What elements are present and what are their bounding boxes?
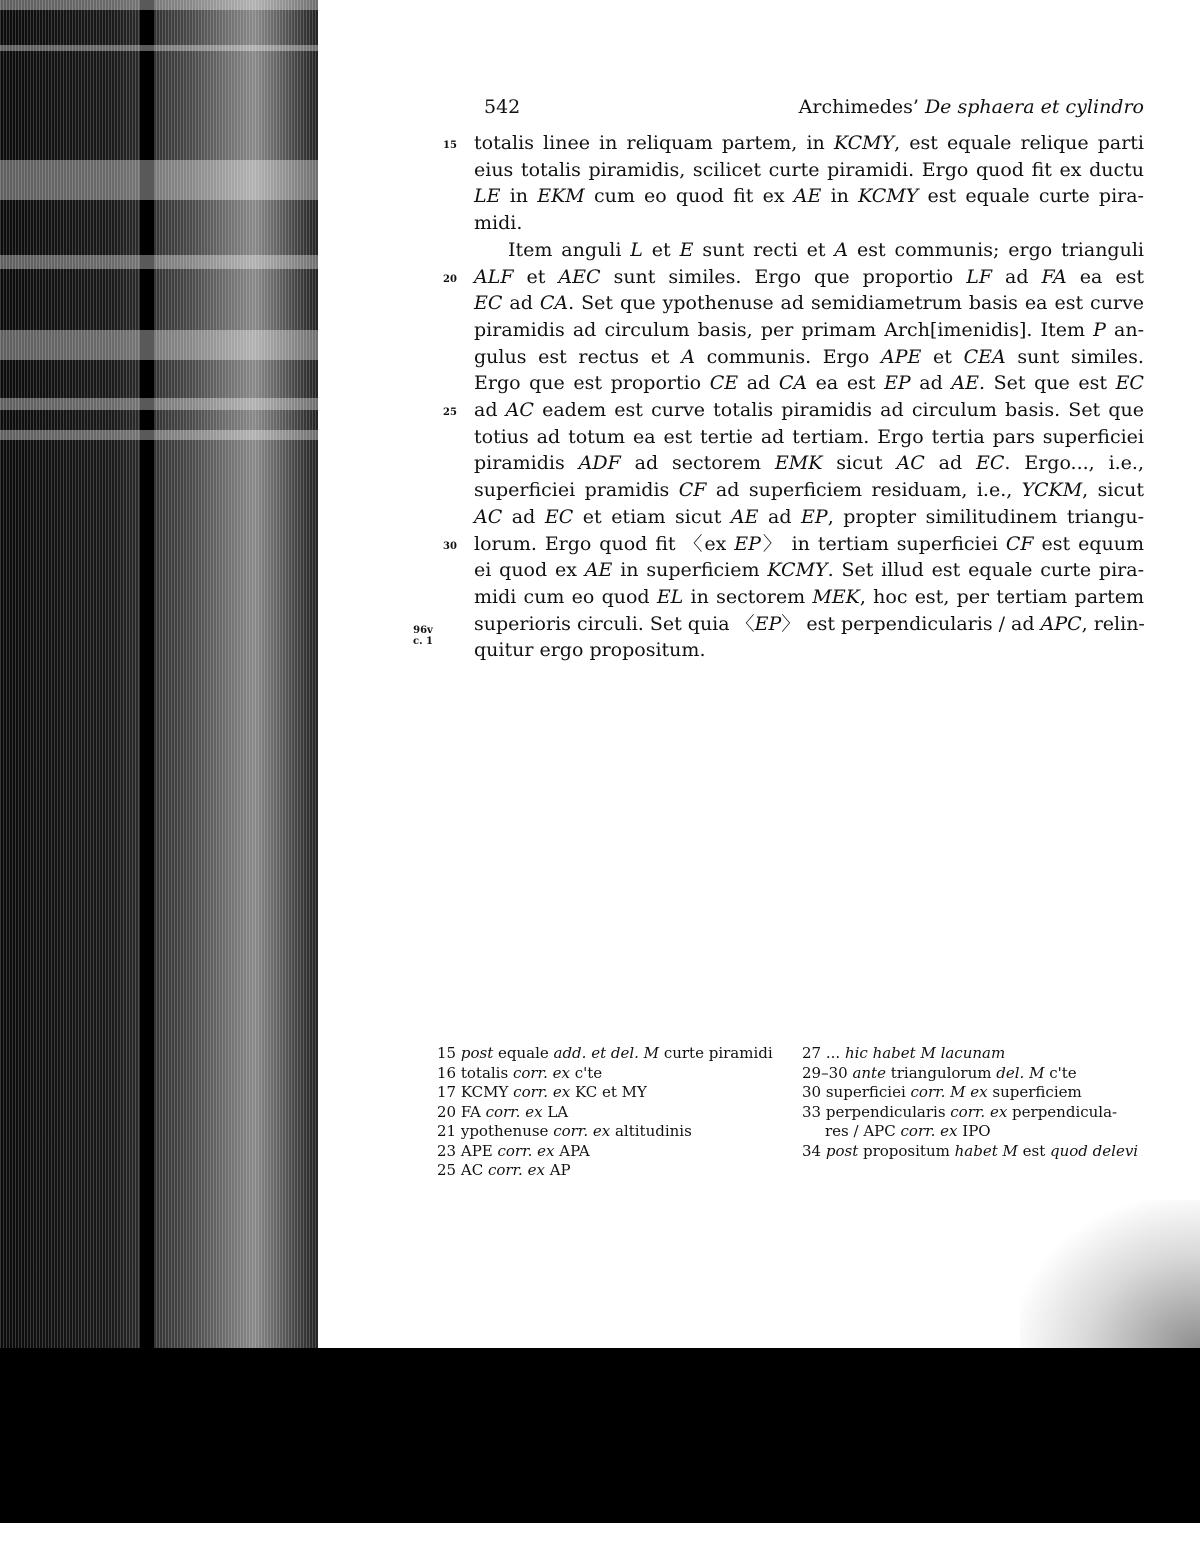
gutter-band (0, 398, 318, 410)
text-segment: LF (966, 265, 993, 288)
text-segment: , propter similitudinem triangu- (827, 505, 1145, 528)
text-segment: EKM (537, 185, 585, 208)
scan-bottom-shadow (0, 1348, 1200, 1523)
text-segment: ad (758, 505, 802, 528)
text-segment: 〉 est perpendicularis / ad (781, 612, 1041, 635)
apparatus-entry (437, 1083, 797, 1103)
text-segment: totius ad totum ea est tertie ad tertiam. Ergo tertia pars superficiei (474, 425, 1144, 448)
text-segment: 34 (802, 1141, 826, 1160)
text-line (474, 477, 1144, 504)
line-number: 30 (443, 541, 457, 552)
text-segment: propositum (858, 1141, 955, 1160)
text-segment: perpendicula- (1007, 1102, 1118, 1121)
text-segment: totalis linee in reliquam partem, in (474, 132, 834, 154)
text-segment: est equum (1033, 532, 1145, 555)
text-segment: hic habet M lacunam (844, 1044, 1006, 1062)
text-line (474, 210, 1144, 237)
text-segment: KCMY (858, 185, 919, 208)
running-title: Archimedes’ De sphaera et cylindro (798, 96, 1144, 118)
text-segment: sunt recti et (693, 238, 835, 261)
text-segment: corr. ex (513, 1083, 571, 1101)
text-segment: res / APC (825, 1122, 901, 1140)
text-segment: APC (1040, 612, 1082, 635)
text-line (474, 237, 1144, 264)
apparatus-entry (802, 1083, 1152, 1103)
text-segment: post (460, 1044, 494, 1062)
text-line (474, 317, 1144, 344)
text-segment: ea est (1066, 265, 1144, 288)
text-line (474, 611, 1144, 638)
text-segment: EP (754, 612, 782, 635)
text-segment: sicut (822, 452, 897, 475)
apparatus-entry (437, 1142, 797, 1162)
text-segment: curte piramidi (659, 1044, 773, 1062)
apparatus-entry (437, 1161, 797, 1181)
text-segment: ad (924, 452, 976, 475)
text-segment: L (630, 238, 643, 261)
text-segment: altitudinis (610, 1122, 692, 1140)
text-segment: ALF (474, 265, 514, 288)
text-line (474, 504, 1144, 531)
scan-corner-shadow (1020, 1200, 1200, 1350)
text-segment: P (1093, 318, 1106, 341)
text-line (474, 370, 1144, 397)
critical-apparatus-left (437, 1044, 797, 1181)
text-segment: c'te (1044, 1063, 1077, 1082)
text-segment: CA (778, 372, 808, 395)
text-segment: AEC (558, 265, 601, 288)
text-segment: 20 FA (437, 1102, 486, 1121)
text-segment: 21 ypothenuse (437, 1122, 554, 1140)
text-segment: KCMY (833, 132, 895, 154)
gutter-band (0, 255, 318, 269)
text-segment: quod delevi (1050, 1141, 1139, 1160)
text-segment: 17 KCMY (437, 1083, 514, 1101)
text-segment: MEK (812, 585, 860, 608)
text-segment: an- (1105, 318, 1144, 341)
text-line (474, 424, 1144, 451)
text-segment: , sicut (1082, 479, 1144, 502)
text-segment: ad (910, 372, 952, 395)
text-segment: IPO (957, 1122, 991, 1140)
text-segment: , hoc est, per tertiam partem (859, 585, 1145, 608)
text-segment: eius totalis piramidis, scilicet curte piramidi. Ergo quod fit ex ductu (474, 158, 1144, 181)
text-segment: et (513, 265, 559, 288)
apparatus-entry (437, 1044, 797, 1064)
text-segment: AP (544, 1161, 571, 1179)
apparatus-entry (802, 1064, 1152, 1084)
text-segment: ea est (807, 372, 885, 395)
text-segment: APE (881, 345, 922, 368)
text-segment: AE (793, 185, 822, 208)
text-line (474, 264, 1144, 291)
text-segment: EC (1115, 372, 1144, 395)
text-segment: 27 ... (802, 1044, 845, 1062)
text-segment: piramidis (474, 452, 579, 475)
apparatus-entry (437, 1064, 797, 1084)
text-segment: A (681, 345, 695, 368)
text-segment: ad (502, 505, 545, 528)
text-line (474, 183, 1144, 210)
text-segment: AC (474, 505, 503, 528)
gutter-band (0, 0, 318, 10)
text-segment: CA (539, 292, 569, 315)
text-segment: superioris circuli. Set quia 〈 (474, 612, 755, 635)
text-segment: gulus est rectus et (474, 345, 682, 368)
text-segment: . Ergo..., i.e., (1004, 452, 1145, 475)
text-segment: lorum. Ergo quod fit 〈ex (474, 532, 735, 555)
text-segment: triangulorum (885, 1063, 997, 1082)
text-segment: in superficiem (612, 559, 768, 582)
text-segment: EMK (774, 452, 823, 475)
text-segment: post (825, 1141, 859, 1160)
text-segment: superficiem (987, 1083, 1082, 1101)
text-segment: c'te (569, 1063, 603, 1082)
text-segment: add. et del. M (553, 1044, 660, 1062)
text-segment: EL (656, 585, 684, 608)
line-number: 25 (443, 407, 457, 418)
text-segment: est equale curte pira- (918, 185, 1144, 208)
apparatus-entry (437, 1103, 797, 1123)
text-segment: ei quod ex (474, 559, 585, 582)
text-segment: LA (542, 1102, 569, 1121)
text-segment: CF (678, 479, 707, 502)
text-segment: piramidis ad circulum basis, per primam Arch[imenidis]. Item (474, 318, 1094, 341)
text-segment: superficiei pramidis (474, 479, 679, 502)
text-segment: est (1017, 1141, 1050, 1160)
main-text (474, 130, 1144, 664)
text-segment: FA (1041, 265, 1067, 288)
text-segment: 30 superficiei (802, 1083, 911, 1101)
text-segment: sunt similes. Ergo que proportio (600, 265, 967, 288)
text-segment: in (821, 185, 859, 208)
text-segment: in sectorem (683, 585, 813, 608)
text-line (474, 397, 1144, 424)
apparatus-entry (802, 1142, 1152, 1162)
text-segment: , relin- (1081, 612, 1145, 635)
text-segment: AE (584, 559, 613, 582)
text-segment: corr. ex (950, 1102, 1008, 1121)
text-line (474, 450, 1144, 477)
text-segment: corr. ex (487, 1161, 545, 1179)
text-line (474, 531, 1144, 558)
folio-reference: 96v (413, 625, 433, 636)
text-segment: midi cum eo quod (474, 585, 657, 608)
text-segment: KCMY (767, 559, 828, 582)
text-segment: eadem est curve totalis piramidis ad circulum basis. Set que (533, 399, 1145, 422)
text-segment: ad sectorem (620, 452, 775, 475)
text-segment: corr. ex (497, 1141, 555, 1160)
text-segment: EC (474, 292, 503, 315)
text-segment: . Set que ypothenuse ad semidiametrum basis ea est curve (568, 292, 1144, 315)
text-segment: ad (992, 265, 1042, 288)
gutter-band (0, 430, 318, 440)
text-segment: ad superficiem residuam, i.e., (706, 479, 1022, 502)
text-line (474, 157, 1144, 184)
text-segment: 15 (437, 1044, 461, 1062)
text-segment: ad (502, 292, 540, 315)
line-number: 15 (443, 140, 457, 151)
text-segment: AE (730, 505, 759, 528)
text-segment: corr. ex (485, 1102, 543, 1121)
text-line (474, 290, 1144, 317)
text-segment: 33 perpendicularis (802, 1102, 951, 1121)
text-segment: Ergo que est proportio (474, 372, 710, 395)
text-segment: ad (738, 372, 779, 395)
text-segment: et (921, 345, 964, 368)
apparatus-entry (802, 1122, 1152, 1142)
gutter-band (0, 160, 318, 200)
folio-margin-note (410, 625, 436, 647)
text-segment: in (500, 185, 538, 208)
gutter-dark-strip (140, 0, 154, 1520)
text-segment: habet M (954, 1141, 1018, 1160)
text-segment: ad (474, 399, 506, 422)
text-segment: A (834, 238, 849, 261)
gutter-band (0, 330, 318, 360)
text-segment: 23 APE (437, 1141, 498, 1160)
column-reference: c. 1 (412, 636, 433, 647)
text-segment: APA (554, 1141, 590, 1160)
text-segment: quitur ergo propositum. (474, 639, 706, 662)
text-segment: ante (852, 1063, 886, 1082)
text-segment: corr. ex (553, 1122, 611, 1140)
text-line (474, 557, 1144, 584)
text-segment: CEA (963, 345, 1006, 368)
text-segment: equale (493, 1044, 554, 1062)
text-segment: Item anguli (508, 238, 631, 261)
apparatus-entry (437, 1122, 797, 1142)
text-segment: midi. (474, 212, 523, 235)
text-line (474, 344, 1144, 371)
text-segment: EP (801, 505, 828, 528)
text-segment: communis. Ergo (694, 345, 881, 368)
text-segment: corr. ex (512, 1063, 570, 1082)
text-segment: EC (976, 452, 1005, 475)
text-segment: AC (896, 452, 925, 475)
text-segment: , est equale relique parti (894, 132, 1144, 154)
text-segment: YCKM (1021, 479, 1083, 502)
text-segment: AC (505, 399, 534, 422)
text-segment: 29–30 (802, 1063, 853, 1082)
text-segment: corr. M ex (910, 1083, 988, 1101)
text-segment: 25 AC (437, 1161, 488, 1179)
text-segment: EP (884, 372, 911, 395)
line-number: 20 (443, 274, 457, 285)
text-segment: . Set que est (978, 372, 1116, 395)
text-segment: CE (709, 372, 739, 395)
page-number: 542 (484, 96, 521, 118)
running-head (484, 96, 1144, 124)
text-segment: KC et MY (570, 1083, 647, 1101)
text-line (474, 130, 1144, 157)
text-segment: del. M (996, 1063, 1045, 1082)
text-segment: AE (951, 372, 979, 395)
text-segment: E (679, 238, 694, 261)
text-segment: CF (1005, 532, 1034, 555)
text-segment: et (642, 238, 680, 261)
text-segment: ADF (578, 452, 621, 475)
text-segment: EC (544, 505, 574, 528)
text-segment: cum eo quod fit ex (584, 185, 794, 208)
apparatus-entry (802, 1044, 1152, 1064)
apparatus-entry (802, 1103, 1152, 1123)
text-segment: sunt similes. (1005, 345, 1144, 368)
gutter-band (0, 45, 318, 51)
text-segment: 〉 in tertiam superficiei (760, 532, 1006, 555)
text-segment: . Set illud est equale curte pira- (827, 559, 1144, 582)
text-segment: EP (734, 532, 761, 555)
text-segment: et etiam sicut (573, 505, 731, 528)
text-segment: corr. ex (900, 1122, 958, 1140)
text-segment: est communis; ergo trianguli (848, 238, 1144, 261)
text-segment: LE (474, 185, 501, 208)
book-gutter-shadow (0, 0, 318, 1520)
text-segment: 16 totalis (437, 1063, 513, 1082)
critical-apparatus-right (802, 1044, 1152, 1161)
text-line (474, 584, 1144, 611)
text-line (474, 637, 1144, 664)
